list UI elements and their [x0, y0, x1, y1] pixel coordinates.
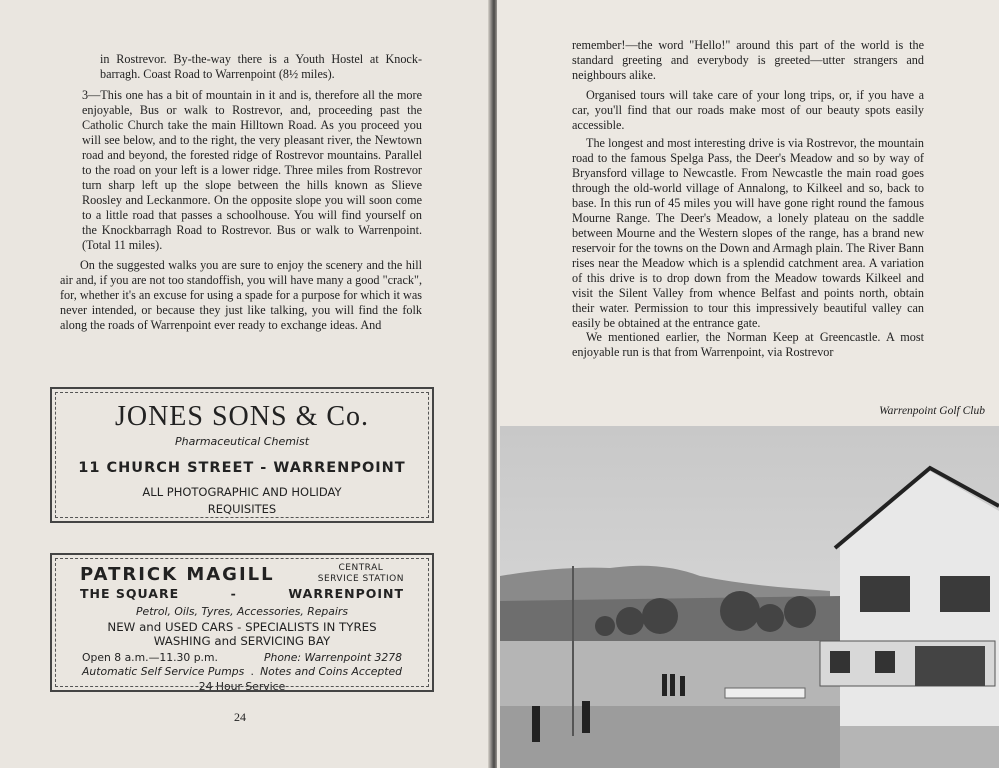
jones-subtitle: Pharmaceutical Chemist [174, 435, 310, 448]
left-paragraph-1: in Rostrevor. By-the-way there is a Youth Hostel at Knock-barragh. Coast Road to Warrenpoint (8½ miles). [100, 52, 422, 81]
magill-washing: WASHING and SERVICING BAY [153, 634, 331, 648]
square-label: THE SQUARE [80, 586, 180, 601]
service-station-label [318, 563, 404, 585]
photo-caption: Warrenpoint Golf Club [879, 405, 985, 417]
page-number: 24 [234, 710, 246, 724]
patrick-magill-advert [50, 553, 434, 692]
magill-cars: NEW and USED CARS - SPECIALISTS IN TYRES [107, 619, 377, 634]
jones-address: 11 CHURCH STREET - WARRENPOINT [78, 460, 406, 476]
magill-title: PATRICK MAGILL [80, 564, 275, 585]
right-paragraph-2: Organised tours will take care of your long trips, or, if you have a car, you'll find that our roads make most of our beauty spots easily accessible. [572, 88, 924, 132]
right-paragraph-3: The longest and most interesting drive is via Rostrevor, the mountain road to the famous Spelga Pass, the Deer's Meadow and so by way of Bryansford village to Newcastle. From Newcastle the main road goes through the old-world village of Annalong, to Kilkeel and so, back to base. In this run of 45 miles you will have gone right round the famous Mourne Range. The Deer's Meadow, a lonely plateau on the saddle between Mourne and the Western slopes of the range, has a brand new reservoir for the towns on the Down and Armagh plain. The River Bann rises near the Meadow which is a splendid catchment area. A variation of this drive is to drop down from the Meadow towards Kilkeel and visit the Silent Valley from whence Belfast and points north, obtain their water. Permission to tour this impressively beautiful valley can easily be obtained at the entrance gate. [572, 136, 924, 330]
magill-24-hour: 24 Hour Service [198, 679, 286, 693]
golf-club-photo [500, 426, 999, 768]
left-paragraph-3: On the suggested walks you are sure to enjoy the scenery and the hill air and, if you are not too standoffish, you will have many a good "crack", for, whether it's an excuse for using a spade for a purpose for which it was never intended, or because they just like talking, you will find the folk along the roads of Warrenpoint ever ready to exchange ideas. And [60, 258, 422, 332]
magill-hours: Open 8 a.m.—11.30 p.m. [82, 650, 218, 664]
jones-title: JONES SONS & Co. [114, 401, 370, 432]
right-paragraph-1: remember!—the word "Hello!" around this part of the world is the standard greeting and everybody is greeted—utter strangers and neighbours alike. [572, 38, 924, 82]
dash-label: - [230, 586, 237, 601]
right-paragraph-4: We mentioned earlier, the Norman Keep at Greencastle. A most enjoyable run is that from Warrenpoint, via Rostrevor [572, 330, 924, 359]
magill-products: Petrol, Oils, Tyres, Accessories, Repairs [136, 605, 348, 618]
central-label: CENTRAL [338, 563, 384, 573]
magill-phone: Phone: Warrenpoint 3278 [263, 650, 402, 664]
magill-dot: . [250, 665, 254, 678]
town-label: WARRENPOINT [288, 586, 404, 601]
jones-sons-advert [50, 387, 434, 523]
jones-line-2: REQUISITES [207, 502, 277, 516]
left-page [0, 0, 490, 768]
service-station-text: SERVICE STATION [317, 574, 404, 584]
magill-notes: Notes and Coins Accepted [260, 665, 402, 678]
magill-pumps: Automatic Self Service Pumps [82, 665, 245, 678]
jones-line-1: ALL PHOTOGRAPHIC AND HOLIDAY [142, 485, 342, 499]
left-paragraph-2: 3—This one has a bit of mountain in it and is, therefore all the more enjoyable, Bus or walk to Rostrevor, and, proceeding past the Catholic Church take the main Hilltown Road. As you proceed you will see below, and to the right, the very pleasant river, the Newtown road and beyond, the forested ridge of Rostrevor mountains. Parallel to the road on your left is a lower ridge. Three miles from Rostrevor turn sharp left up the slope between the hills known as Slieve Roosley and Leckanmore. On the opposite slope you will soon come to a little road that passes a schoolhouse. You will find yourself on the Knockbarragh Road to Rostrevor. Bus or walk to Warrenpoint. (Total 11 miles). [82, 88, 422, 252]
